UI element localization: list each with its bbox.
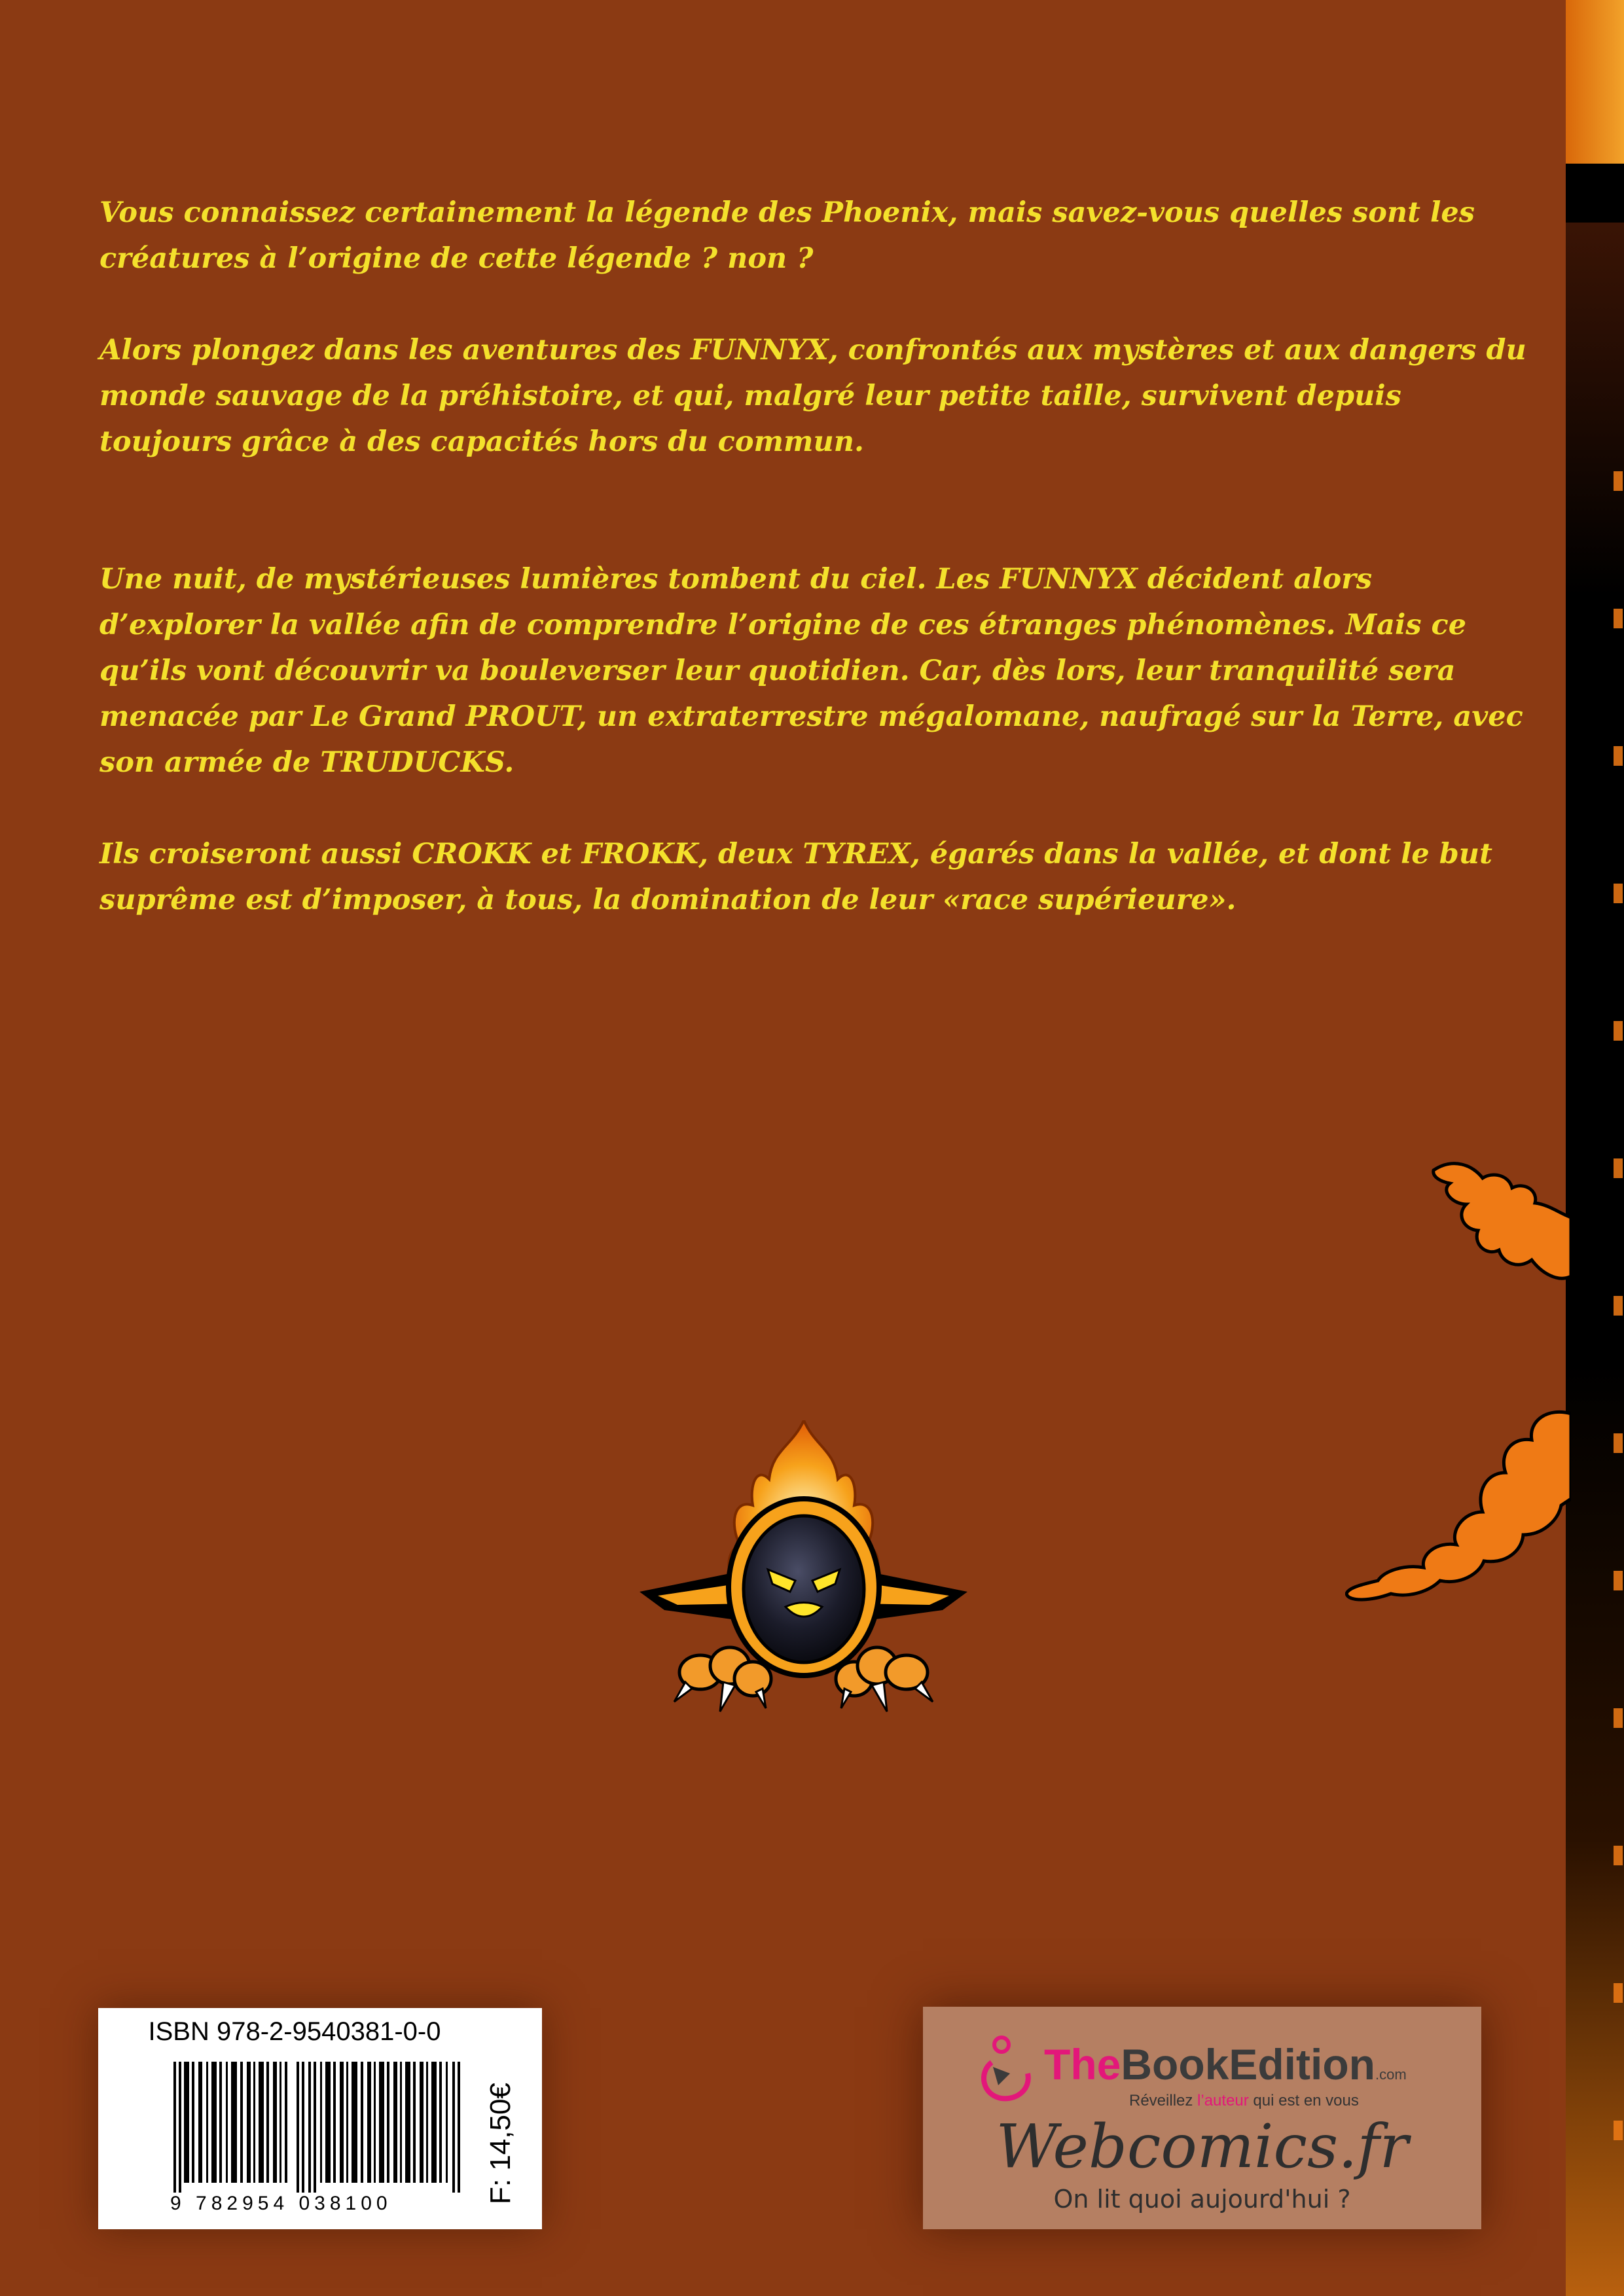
smoke-wisp-lower-icon xyxy=(1345,1407,1571,1604)
thebookedition-logo-icon xyxy=(965,2033,1038,2105)
thebookedition-wordmark: TheBookEdition.com xyxy=(1044,2040,1407,2089)
publisher-logos-panel xyxy=(923,2007,1481,2229)
isbn-number: ISBN 978-2-9540381-0-0 xyxy=(148,2017,441,2046)
spine-top-band xyxy=(1566,0,1624,164)
back-cover-blurb xyxy=(99,190,1533,923)
phoenix-egg-emblem-icon xyxy=(638,1420,969,1728)
spine-black-bar xyxy=(1566,164,1624,223)
barcode-icon xyxy=(173,2062,461,2193)
blurb-paragraph-2: Alors plongez dans les aventures des FUNNYX, confrontés aux mystères et aux dangers du monde sauvage de la préhistoire, et qui, malgré leur petite taille, survivent depuis toujours grâce à des capacités hors du commun. xyxy=(99,334,1526,458)
blurb-paragraph-3: Une nuit, de mystérieuses lumières tombent du ciel. Les FUNNYX décident alors d’explorer la vallée afin de comprendre l’origine de ces étranges phénomènes. Mais ce qu’ils vont découvrir va bouleverser leur quotidien. Car, dès lors, leur tranquilité sera menacée par Le Grand PROUT, un extraterrestre mégalomane, naufragé sur la Terre, avec son armée de TRUDUCKS. xyxy=(99,563,1523,779)
webcomics-tagline: On lit quoi aujourd'hui ? xyxy=(1053,2185,1351,2214)
thebookedition-slogan: Réveillez l’auteur qui est en vous xyxy=(1129,2092,1359,2109)
smoke-wisp-upper-icon xyxy=(1427,1152,1571,1283)
spine-title-fragments xyxy=(1614,393,1623,2225)
webcomics-wordmark: Webcomics.fr xyxy=(996,2111,1409,2181)
barcode-digits: 9 782954 038100 xyxy=(170,2193,392,2214)
price-label: F: 14,50€ xyxy=(484,2083,516,2204)
blurb-paragraph-1: Vous connaissez certainement la légende des Phoenix, mais savez-vous quelles sont les créatures à l’origine de cette légende ? non ? xyxy=(99,196,1475,275)
isbn-barcode-label xyxy=(98,2008,542,2229)
blurb-paragraph-4: Ils croiseront aussi CROKK et FROKK, deux TYREX, égarés dans la vallée, et dont le but suprême est d’imposer, à tous, la domination de leur «race supérieure». xyxy=(99,838,1492,916)
thebookedition-logo xyxy=(965,2033,1476,2111)
